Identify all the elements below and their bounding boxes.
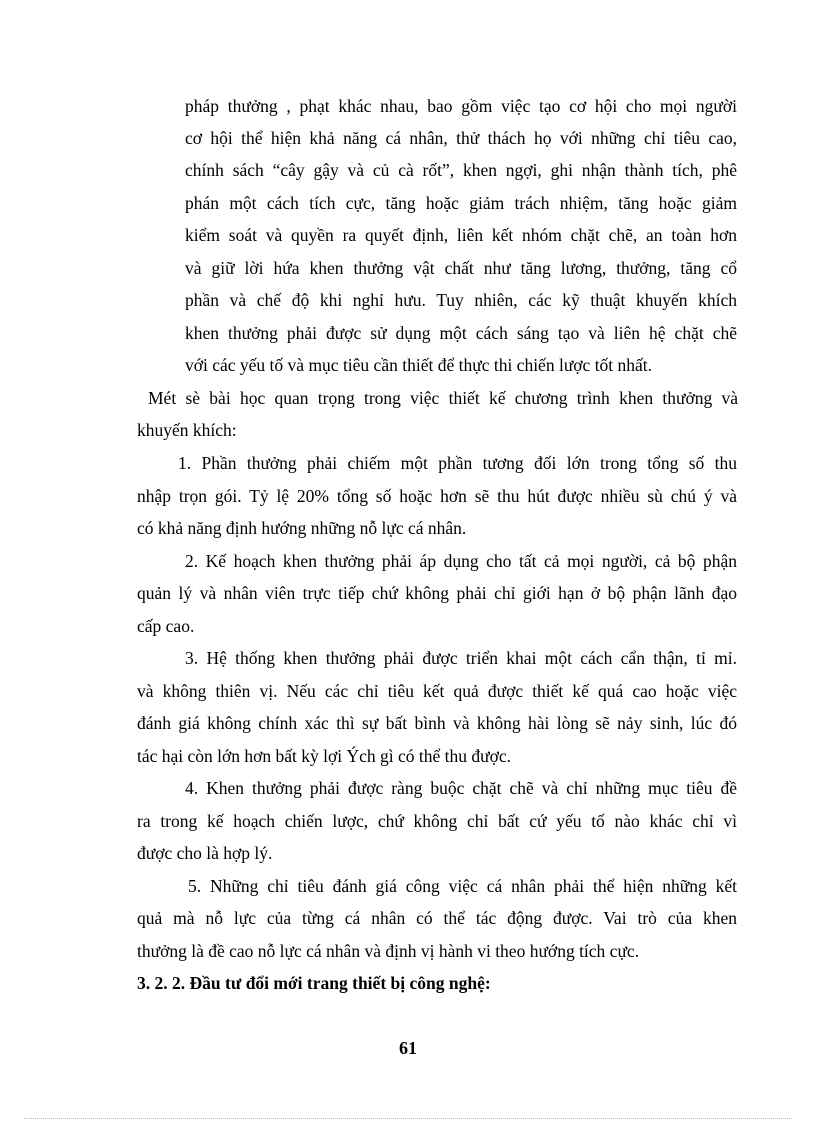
page-number: 61 [399, 1038, 417, 1058]
list-item-line: quả mà nỗ lực của từng cá nhân có thể tác động được. Vai trò của khen [137, 908, 737, 928]
list-item-line: 5. Những chỉ tiêu đánh giá công việc cá nhân phải thể hiện những kết [188, 876, 737, 896]
list-item-line: 3. Hệ thống khen thưởng phải được triển khai một cách cẩn thận, tỉ mỉ. [185, 648, 737, 668]
list-item-line: đánh giá không chính xác thì sự bất bình và không hài lòng sẽ nảy sinh, lúc đó [137, 713, 737, 733]
list-item-line: thưởng là đề cao nỗ lực cá nhân và định vị hành vi theo hướng tích cực. [137, 941, 640, 961]
list-item-line: quản lý và nhân viên trực tiếp chứ không phải chỉ giới hạn ở bộ phận lãnh đạo [137, 583, 737, 603]
bottom-dotted-rule [24, 1118, 792, 1119]
text-line: chính sách “cây gậy và củ cà rốt”, khen ngợi, ghi nhận thành tích, phê [185, 160, 737, 180]
list-item-line: ra trong kế hoạch chiến lược, chứ không chỉ bất cứ yếu tố nào khác chỉ vì [137, 811, 737, 831]
text-line: kiểm soát và quyền ra quyết định, liên kết nhóm chặt chẽ, an toàn hơn [185, 225, 737, 245]
text-line: Mét sè bài học quan trọng trong việc thiết kế chương trình khen thưởng và [148, 388, 738, 408]
list-item-line: nhập trọn gói. Tỷ lệ 20% tổng số hoặc hơn sẽ thu hút được nhiều sù chú ý và [137, 486, 737, 506]
list-item-line: được cho là hợp lý. [137, 843, 273, 863]
list-item-line: 2. Kế hoạch khen thưởng phải áp dụng cho tất cả mọi người, cả bộ phận [185, 551, 737, 571]
text-line: cơ hội thể hiện khả năng cá nhân, thử thách họ với những chỉ tiêu cao, [185, 128, 737, 148]
list-item-line: có khả năng định hướng những nỗ lực cá nhân. [137, 518, 467, 538]
list-item-line: 4. Khen thưởng phải được ràng buộc chặt chẽ và chỉ những mục tiêu đề [185, 778, 737, 798]
text-line: khen thưởng phải được sử dụng một cách sáng tạo và liên hệ chặt chẽ [185, 323, 737, 343]
list-item-line: 1. Phần thưởng phải chiếm một phần tương đối lớn trong tổng số thu [178, 453, 737, 473]
text-line: phần và chế độ khi nghỉ hưu. Tuy nhiên, các kỹ thuật khuyến khích [185, 290, 737, 310]
list-item-line: tác hại còn lớn hơn bất kỳ lợi Ých gì có thể thu được. [137, 746, 512, 766]
section-heading: 3. 2. 2. Đầu tư đổi mới trang thiết bị công nghệ: [137, 973, 491, 993]
list-item-line: cấp cao. [137, 616, 195, 636]
text-line: với các yếu tố và mục tiêu cần thiết để thực thi chiến lược tốt nhất. [185, 355, 653, 375]
text-line: pháp thưởng , phạt khác nhau, bao gồm việc tạo cơ hội cho mọi người [185, 96, 737, 116]
text-line: phán một cách tích cực, tăng hoặc giảm trách nhiệm, tăng hoặc giảm [185, 193, 737, 213]
list-item-line: và không thiên vị. Nếu các chỉ tiêu kết quả được thiết kế quá cao hoặc việc [137, 681, 737, 701]
text-line: khuyến khích: [137, 420, 237, 440]
text-line: và giữ lời hứa khen thưởng vật chất như tăng lương, thưởng, tăng cổ [185, 258, 737, 278]
